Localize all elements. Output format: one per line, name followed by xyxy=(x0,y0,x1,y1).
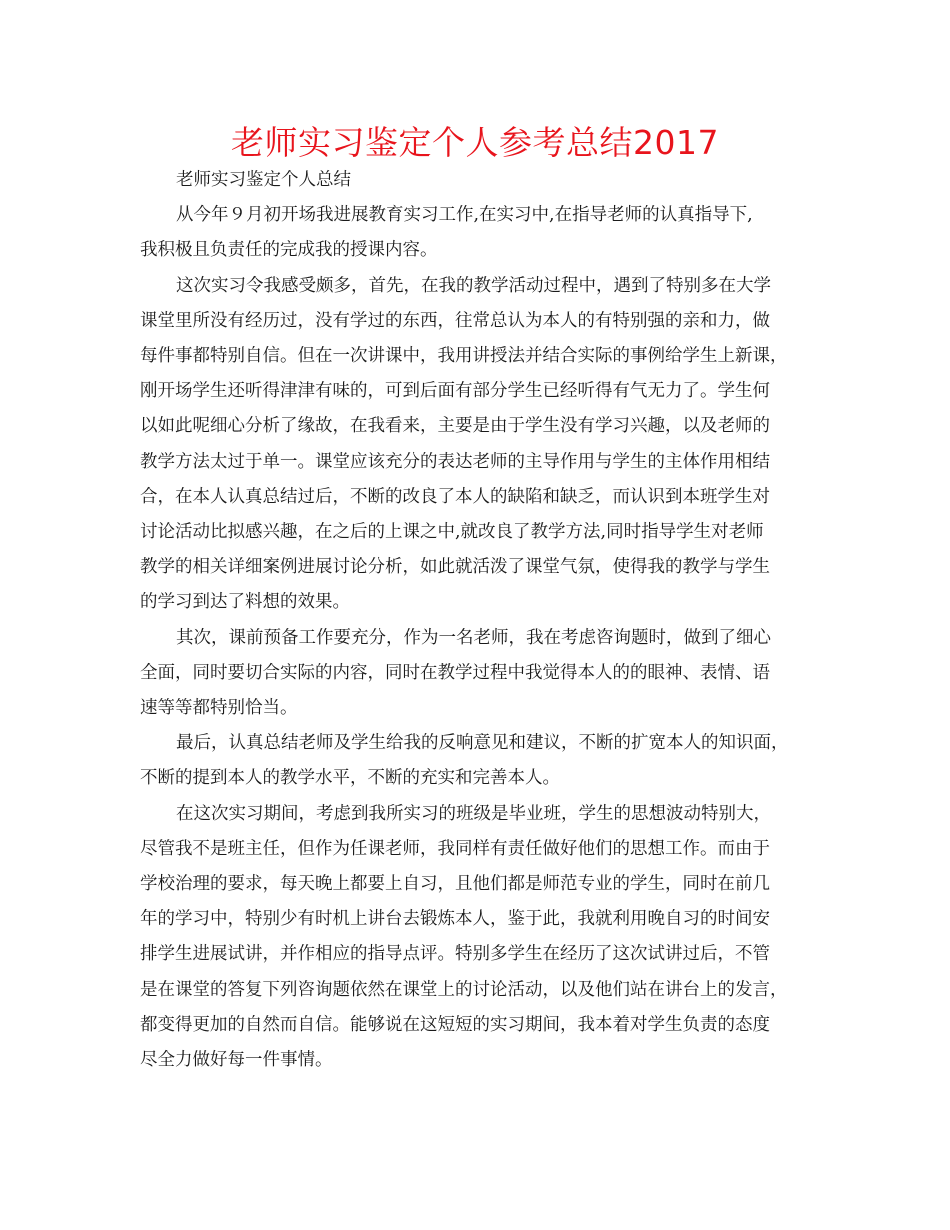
paragraph-line: 尽全力做好每一件事情。 xyxy=(140,1050,333,1071)
paragraph-line: 以如此呢细心分析了缘故，在我看来，主要是由于学生没有学习兴趣，以及老师的 xyxy=(140,416,770,437)
document-body xyxy=(140,163,812,1078)
paragraph-line: 教学的相关详细案例进展讨论分析，如此就活泼了课堂气氛，使得我的教学与学生 xyxy=(140,557,770,578)
paragraph-line: 每件事都特别自信。但在一次讲课中，我用讲授法并结合实际的事例给学生上新课， xyxy=(140,346,788,367)
paragraph-line: 都变得更加的自然而自信。能够说在这短短的实习期间，我本着对学生负责的态度 xyxy=(140,1014,770,1035)
paragraph-line: 不断的提到本人的教学水平，不断的充实和完善本人。 xyxy=(140,768,560,789)
paragraph-line: 尽管我不是班主任，但作为任课老师，我同样有责任做好他们的思想工作。而由于 xyxy=(140,838,770,859)
section-heading: 老师实习鉴定个人总结 xyxy=(176,170,351,190)
paragraph-line: 速等等都特别恰当。 xyxy=(140,698,298,719)
paragraph-line: 学校治理的要求，每天晚上都要上自习，且他们都是师范专业的学生，同时在前几 xyxy=(140,874,770,895)
paragraph-line: 年的学习中，特别少有时机上讲台去锻炼本人，鉴于此，我就利用晚自习的时间安 xyxy=(140,909,770,930)
paragraph-line: 课堂里所没有经历过，没有学过的东西，往常总认为本人的有特别强的亲和力，做 xyxy=(140,310,770,331)
paragraph-line: 从今年９月初开场我进展教育实习工作,在实习中,在指导老师的认真指导下, xyxy=(176,205,753,226)
paragraph-line: 在这次实习期间，考虑到我所实习的班级是毕业班，学生的思想波动特别大， xyxy=(176,803,771,824)
paragraph-line: 的学习到达了料想的效果。 xyxy=(140,592,350,613)
document-title: 老师实习鉴定个人参考总结2017 xyxy=(231,123,719,162)
paragraph-line: 排学生进展试讲，并作相应的指导点评。特别多学生在经历了这次试讲过后，不管 xyxy=(140,944,770,965)
paragraph-line: 讨论活动比拟感兴趣，在之后的上课之中,就改良了教学方法,同时指导学生对老师 xyxy=(140,522,764,543)
paragraph-line: 合，在本人认真总结过后，不断的改良了本人的缺陷和缺乏，而认识到本班学生对 xyxy=(140,486,770,507)
paragraph-line: 我积极且负责任的完成我的授课内容。 xyxy=(140,240,438,261)
paragraph-line: 其次，课前预备工作要充分，作为一名老师，我在考虑咨询题时，做到了细心 xyxy=(176,627,771,648)
paragraph-line: 刚开场学生还听得津津有味的，可到后面有部分学生已经听得有气无力了。学生何 xyxy=(140,381,770,402)
paragraph-line: 最后，认真总结老师及学生给我的反响意见和建议，不断的扩宽本人的知识面， xyxy=(176,733,789,754)
paragraph-line: 教学方法太过于单一。课堂应该充分的表达老师的主导作用与学生的主体作用相结 xyxy=(140,451,770,472)
paragraph-line: 这次实习令我感受颇多，首先，在我的教学活动过程中，遇到了特别多在大学 xyxy=(176,275,771,296)
paragraph-line: 全面，同时要切合实际的内容，同时在教学过程中我觉得本人的的眼神、表情、语 xyxy=(140,662,770,683)
paragraph-line: 是在课堂的答复下列咨询题依然在课堂上的讨论活动，以及他们站在讲台上的发言， xyxy=(140,979,788,1000)
